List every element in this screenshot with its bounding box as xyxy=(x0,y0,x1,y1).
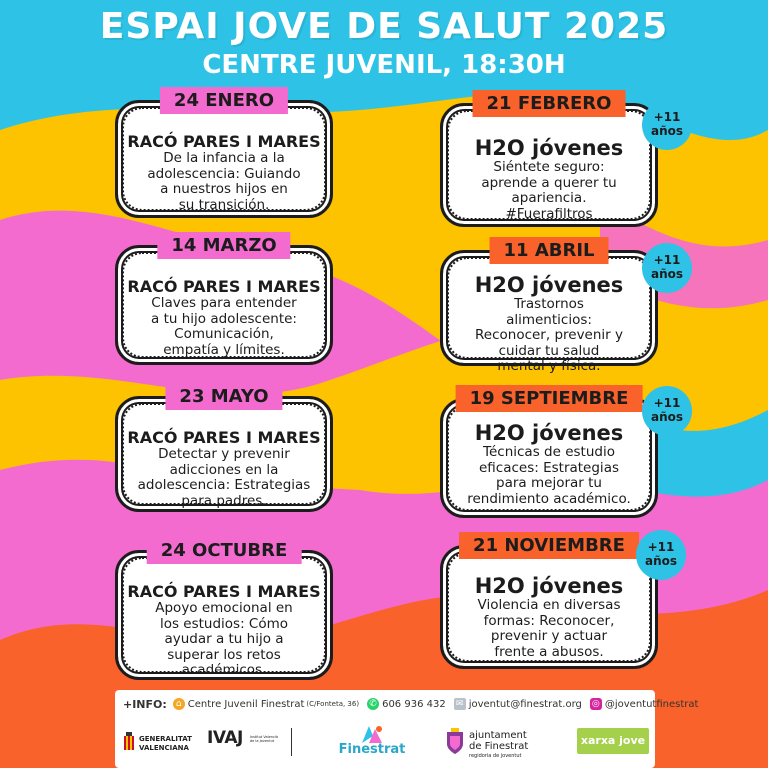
page-subtitle: CENTRE JUVENIL, 18:30H xyxy=(202,50,566,80)
age-badge-plus: +11 xyxy=(653,396,681,410)
event-desc-line: a tu hijo adolescente: xyxy=(151,310,297,327)
info-label: +INFO: xyxy=(123,697,167,711)
ajuntament-crest-icon xyxy=(445,728,465,756)
event-date: 21 NOVIEMBRE xyxy=(459,532,639,559)
event-heading: RACÓ PARES I MARES xyxy=(127,132,321,151)
logo-divider xyxy=(291,728,292,756)
place-name: Centre Juvenil Finestrat xyxy=(187,698,305,710)
event-desc-line: adolescencia: Estrategias xyxy=(137,477,311,493)
event-heading: H2O jóvenes xyxy=(474,421,624,445)
event-desc-line: para padres. xyxy=(181,492,267,509)
ivaj-logo xyxy=(207,728,293,748)
event-desc-line: cuidar tu salud xyxy=(498,342,600,359)
age-badge-years: años xyxy=(644,554,678,568)
xarxa-jove-logo xyxy=(577,728,649,768)
finestrat-logo xyxy=(327,724,417,757)
event-date: 21 FEBRERO xyxy=(473,90,626,117)
event-desc-line: rendimiento académico. xyxy=(467,490,631,507)
event-desc-line: Violencia en diversas xyxy=(477,597,621,613)
event-desc-line: a nuestros hijos en xyxy=(160,181,288,197)
generalitat-line-2: VALENCIANA xyxy=(139,744,189,752)
ivaj-text: IVAJ xyxy=(207,728,243,748)
event-date: 23 MAYO xyxy=(165,383,282,410)
page-title: ESPAI JOVE DE SALUT 2025 xyxy=(99,6,669,47)
age-badge-plus: +11 xyxy=(653,110,681,124)
event-desc-line: académicos. xyxy=(181,662,267,678)
event-card-4 xyxy=(440,240,658,374)
whatsapp-icon: ✆ xyxy=(367,698,379,710)
event-card-5 xyxy=(115,386,333,512)
event-desc-line: #Fuerafiltros xyxy=(505,205,593,222)
event-desc-line: mental y física. xyxy=(497,358,601,374)
ajuntament-line-3: regidoria de joventut xyxy=(469,753,522,759)
xarxa-text: xarxa jove xyxy=(580,734,646,747)
info-row xyxy=(123,694,699,714)
phone-number: 606 936 432 xyxy=(382,698,446,710)
age-badge-plus: +11 xyxy=(647,540,675,554)
place-note: (C/Fonteta, 36) xyxy=(306,700,360,708)
age-badge-plus: +11 xyxy=(653,253,681,267)
event-desc-line: Detectar y prevenir xyxy=(158,446,290,462)
age-badge-years: años xyxy=(650,410,684,424)
phone-info[interactable] xyxy=(367,698,446,710)
event-card-3 xyxy=(115,235,333,365)
event-desc-line: adicciones en la xyxy=(169,461,279,478)
place-info xyxy=(173,698,359,710)
event-desc-line: para mejorar tu xyxy=(496,475,602,491)
event-desc-line: aprende a querer tu xyxy=(481,174,617,191)
ajuntament-line-2: de Finestrat xyxy=(469,741,529,752)
event-heading: H2O jóvenes xyxy=(474,273,624,297)
event-date: 24 ENERO xyxy=(160,87,288,114)
event-desc-line: empatía y límites. xyxy=(163,341,285,358)
mail-icon: ✉ xyxy=(454,698,466,710)
event-desc-line: De la infancia a la xyxy=(163,150,285,166)
event-desc-line: su transición. xyxy=(178,196,270,213)
ajuntament-line-1: ajuntament xyxy=(469,730,527,741)
generalitat-line-1: GENERALITAT xyxy=(139,735,192,743)
email-address: joventut@finestrat.org xyxy=(468,698,582,710)
event-card-7 xyxy=(115,540,333,680)
event-desc-line: Reconocer, prevenir y xyxy=(475,327,623,343)
event-card-8 xyxy=(440,535,658,669)
xarxa-note: net xyxy=(608,765,618,768)
event-desc-line: frente a abusos. xyxy=(494,643,604,660)
event-date: 11 ABRIL xyxy=(490,237,609,264)
instagram-handle: @joventutfinestrat xyxy=(604,698,699,710)
event-desc-line: apariencia. xyxy=(511,190,587,206)
age-badge xyxy=(642,386,692,436)
event-heading: H2O jóvenes xyxy=(474,136,624,160)
event-desc-line: Comunicación, xyxy=(174,326,274,342)
generalitat-crest-icon xyxy=(123,732,135,752)
age-badge-years: años xyxy=(650,267,684,281)
age-badge xyxy=(642,243,692,293)
event-date: 24 OCTUBRE xyxy=(147,537,302,564)
finestrat-text: Finestrat xyxy=(338,742,406,757)
finestrat-mark-icon xyxy=(359,724,385,744)
event-card-2 xyxy=(440,93,658,227)
event-desc-line: prevenir y actuar xyxy=(490,628,608,644)
event-date: 14 MARZO xyxy=(157,232,290,259)
event-desc-line: Claves para entender xyxy=(151,295,297,311)
footer-panel xyxy=(115,690,699,768)
event-desc-line: alimenticios: xyxy=(506,311,592,328)
event-desc-line: eficaces: Estrategias xyxy=(478,459,619,476)
event-heading: RACÓ PARES I MARES xyxy=(127,428,321,447)
instagram-icon: ◎ xyxy=(590,698,602,710)
event-desc-line: adolescencia: Guiando xyxy=(147,165,301,182)
event-desc-line: Técnicas de estudio xyxy=(483,444,615,460)
event-heading: H2O jóvenes xyxy=(474,574,624,598)
ivaj-note: Institut Valencià de la Joventut xyxy=(249,734,279,743)
event-desc-line: superar los retos xyxy=(167,646,281,663)
age-badge xyxy=(636,530,686,580)
event-date: 19 SEPTIEMBRE xyxy=(456,385,643,412)
event-desc-line: formas: Reconocer, xyxy=(483,612,615,629)
location-icon: ⌂ xyxy=(173,698,185,710)
event-heading: RACÓ PARES I MARES xyxy=(127,277,321,296)
sponsor-logos xyxy=(115,722,655,766)
event-card-6 xyxy=(440,388,658,518)
email-info[interactable] xyxy=(454,698,582,710)
age-badge xyxy=(642,100,692,150)
event-desc-line: ayudar a tu hijo a xyxy=(164,631,284,647)
event-desc-line: los estudios: Cómo xyxy=(159,615,289,632)
event-card-1 xyxy=(115,90,333,218)
event-desc-line: Apoyo emocional en xyxy=(155,600,293,616)
event-heading: RACÓ PARES I MARES xyxy=(127,582,321,601)
instagram-info[interactable] xyxy=(590,698,699,710)
event-desc-line: Siéntete seguro: xyxy=(493,159,605,175)
age-badge-years: años xyxy=(650,124,684,138)
event-desc-line: Trastornos xyxy=(514,296,584,312)
